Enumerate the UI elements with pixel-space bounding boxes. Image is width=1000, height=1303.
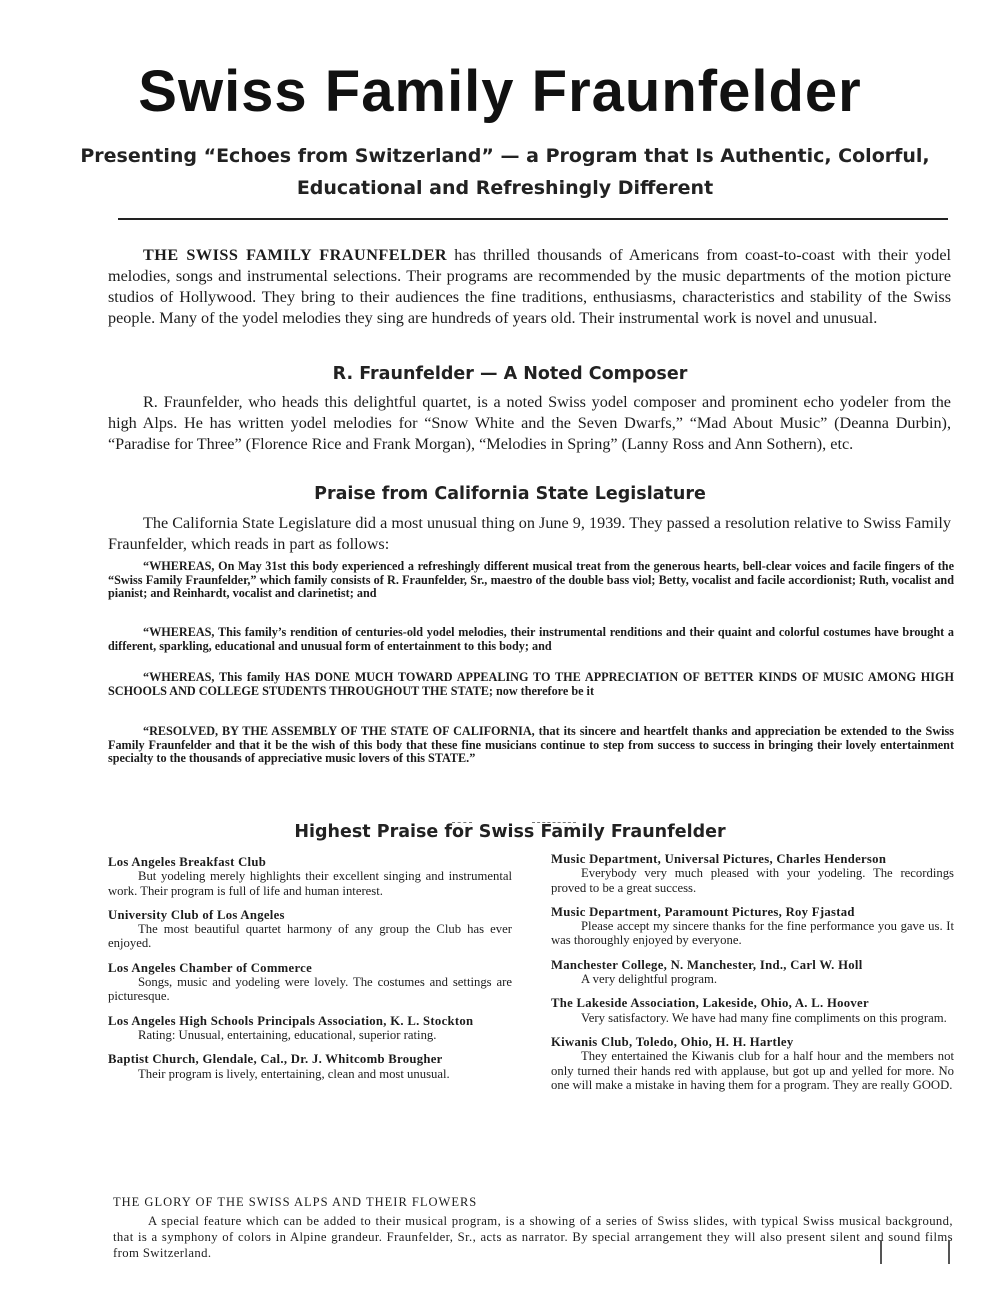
praise-source: Manchester College, N. Manchester, Ind., Carl W. Holl (551, 957, 863, 972)
praise-entry (108, 961, 512, 1004)
praise-source: Kiwanis Club, Toledo, Ohio, H. H. Hartley (551, 1034, 794, 1049)
glory-paragraph: A special feature which can be added to their musical program, is a showing of a series of Swiss slides, with typical Swiss musical background, that is a symphony of colors in Alpine grandeur. Fraunfelder, Sr., acts as narrator. By special arrangement they will also present silent and sound films from Switzerland. (113, 1214, 953, 1260)
praise-source: University Club of Los Angeles (108, 907, 285, 922)
praise-entry (551, 1035, 954, 1092)
intro-text: has thrilled thousands of Americans from coast-to-coast with their yodel melodies, songs and instrumental selections. Their programs are recommended by the music departments of the motion picture studios of Hollywood. They bring to their audiences the fine traditions, enthusiasms, characteristics and stability of the Swiss people. Many of the yodel melodies they sing are hundreds of years old. Their instrumental work is novel and unusual. (108, 246, 951, 327)
intro-paragraph (108, 245, 951, 329)
resolution-quote-1: “WHEREAS, On May 31st this body experienced a refreshingly different musical treat from the generous hearts, bell-clear voices and facile fingers of the “Swiss Family Fraunfelder,” which family consists of R. Fraunfelder, Sr., maestro of the double bass viol; Betty, vocalist and facile accordionist; Ruth, vocalist and pianist; and Reinhardt, vocalist and clarinetist; and (108, 559, 954, 600)
praise-entry (108, 908, 512, 951)
praise-source: Music Department, Paramount Pictures, Roy Fjastad (551, 904, 855, 919)
page-title: Swiss Family Fraunfelder (138, 59, 862, 124)
praise-entry (108, 1052, 512, 1081)
title-divider (118, 218, 948, 220)
praise-source: Los Angeles High Schools Principals Association, K. L. Stockton (108, 1013, 474, 1028)
praise-entry (551, 996, 954, 1025)
resolution-quote-2: “WHEREAS, This family’s rendition of centuries-old yodel melodies, their instrumental renditions and their quaint and colorful costumes have brought a different, sparkling, educational and unusual form of entertainment to this body; and (108, 625, 954, 653)
print-mark-stamp (880, 1240, 950, 1264)
composer-heading: R. Fraunfelder — A Noted Composer (332, 364, 688, 384)
praise-quote: Very satisfactory. We have had many fine compliments on this program. (581, 1010, 947, 1025)
praise-source: Los Angeles Chamber of Commerce (108, 960, 313, 975)
praise-entry (108, 1014, 512, 1043)
praise-source: Los Angeles Breakfast Club (108, 855, 267, 869)
resolution-quote-3: “WHEREAS, This family HAS DONE MUCH TOWARD APPEALING TO THE APPRECIATION OF BETTER KINDS OF MUSIC AMONG HIGH SCHOOLS AND COLLEGE STUDENTS THROUGHOUT THE STATE; now therefore be it (108, 670, 954, 698)
praise-heading: Highest Praise for Swiss Family Fraunfelder (294, 822, 726, 842)
praise-entry (551, 958, 954, 987)
legislature-paragraph: The California State Legislature did a most unusual thing on June 9, 1939. They passed a resolution relative to Swiss Family Fraunfelder, which reads in part as follows: (108, 514, 951, 553)
praise-quote: But yodeling merely highlights their excellent singing and instrumental work. Their program is full of life and human interest. (108, 869, 512, 898)
praise-quote: Rating: Unusual, entertaining, educational, superior rating. (138, 1027, 437, 1042)
praise-source: Music Department, Universal Pictures, Charles Henderson (551, 852, 887, 866)
praise-source: The Lakeside Association, Lakeside, Ohio, A. L. Hoover (551, 996, 869, 1011)
legislature-heading: Praise from California State Legislature (314, 484, 706, 504)
praise-quote: They entertained the Kiwanis club for a half hour and the members not only turned their hands red with applause, but got up and yelled for more. No one will make a mistake in having them for a program. They are really GOOD. (551, 1049, 954, 1092)
page-subtitle: Presenting “Echoes from Switzerland” — a Program that Is Authentic, Colorful, Educational and Refreshingly Different (80, 145, 930, 199)
praise-entry (551, 852, 954, 895)
praise-quote: Please accept my sincere thanks for the fine performance you gave us. It was thoroughly enjoyed by everyone. (551, 919, 954, 948)
praise-quote: A very delightful program. (581, 972, 718, 987)
composer-paragraph: R. Fraunfelder, who heads this delightful quartet, is a noted Swiss yodel composer and prominent echo yodeler from the high Alps. He has written yodel melodies for “Snow White and the Seven Dwarfs,” “Mad About Music” (Deanna Durbin), “Paradise for Three” (Florence Rice and Frank Morgan), “Melodies in Spring” (Lanny Ross and Ann Sothern), etc. (108, 393, 951, 453)
praise-column-right (551, 852, 954, 1102)
intro-lead: THE SWISS FAMILY FRAUNFELDER (143, 246, 448, 264)
praise-quote: The most beautiful quartet harmony of any group the Club has ever enjoyed. (108, 922, 512, 951)
praise-entry (108, 855, 512, 898)
glory-heading: THE GLORY OF THE SWISS ALPS AND THEIR FLOWERS (113, 1195, 478, 1209)
resolution-quote-4: “RESOLVED, BY THE ASSEMBLY OF THE STATE OF CALIFORNIA, that its sincere and heartfelt thanks and appreciation be extended to the Swiss Family Fraunfelder and that it be the wish of this body that these fine musicians continue to step from success to success in bringing their lovely entertainment specialty to the thousands of appreciative music lovers of this STATE.” (108, 724, 954, 765)
praise-quote: Songs, music and yodeling were lovely. The costumes and settings are picturesque. (108, 975, 512, 1004)
praise-quote: Everybody very much pleased with your yodeling. The recordings proved to be a great success. (551, 866, 954, 895)
praise-entry (551, 905, 954, 948)
praise-source: Baptist Church, Glendale, Cal., Dr. J. Whitcomb Brougher (108, 1052, 443, 1067)
praise-column-left (108, 855, 512, 1091)
praise-quote: Their program is lively, entertaining, clean and most unusual. (138, 1066, 450, 1081)
